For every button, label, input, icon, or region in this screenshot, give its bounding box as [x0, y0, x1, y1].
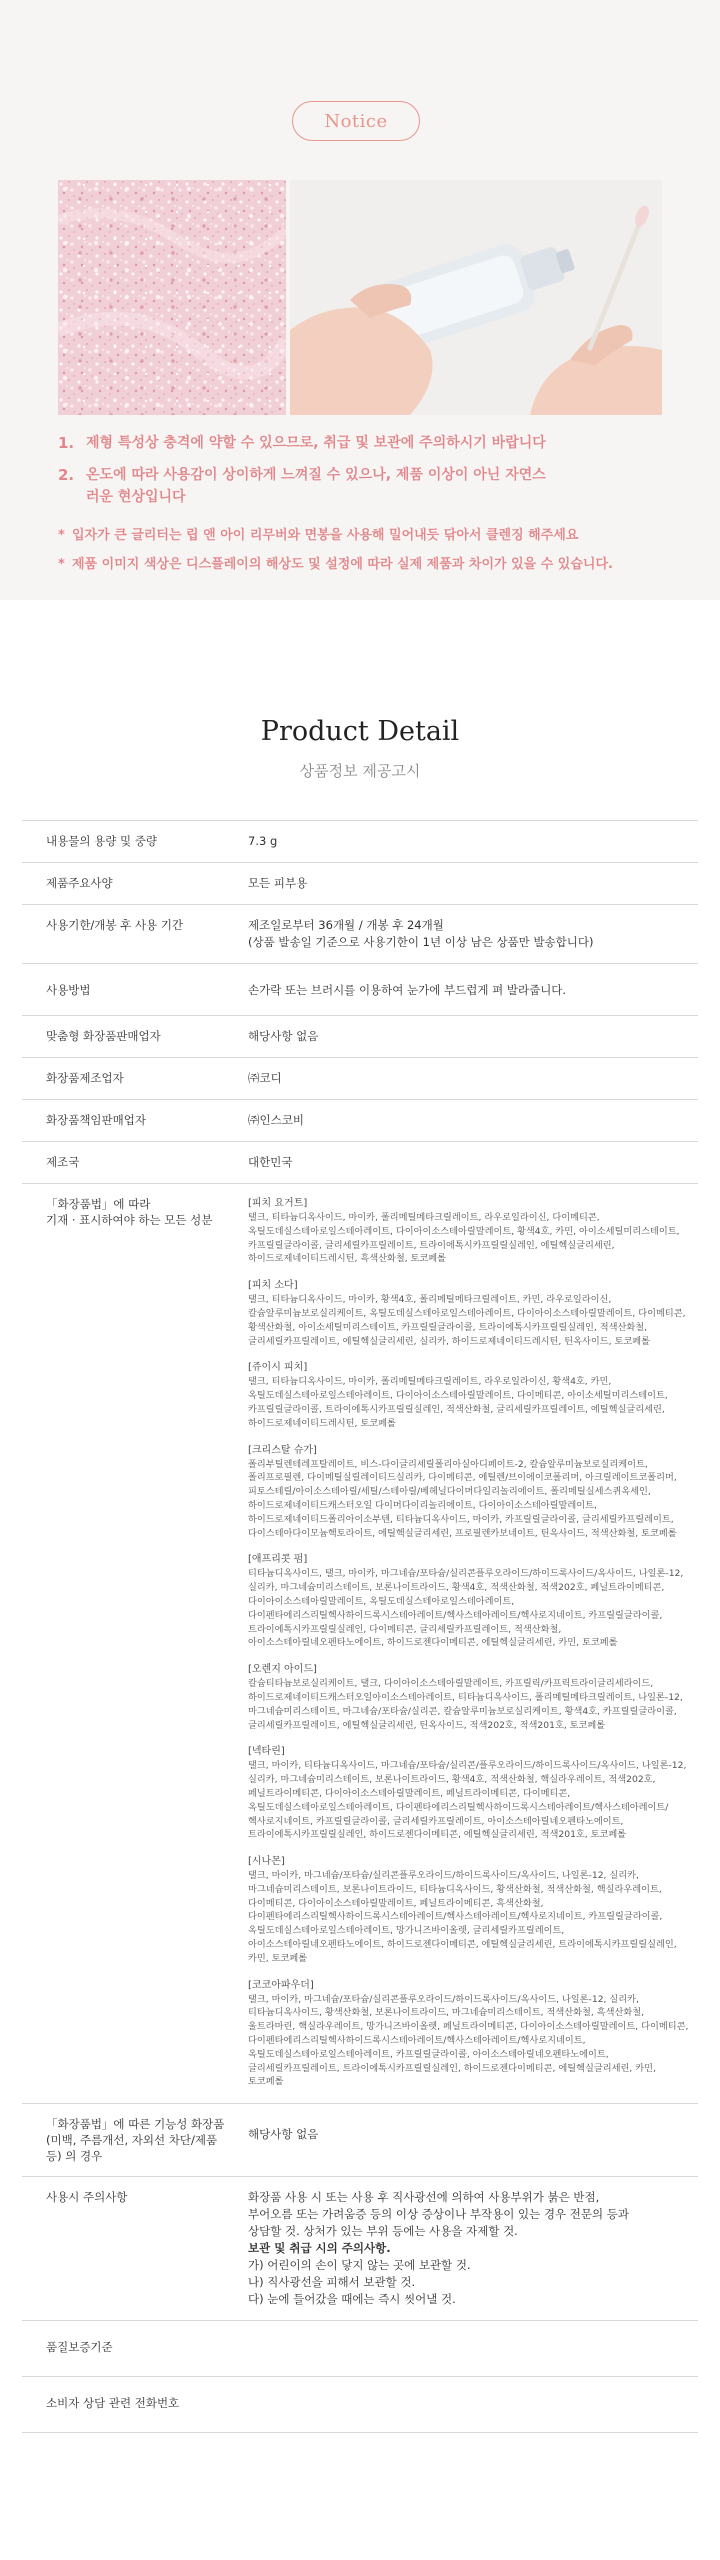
notice-text: 온도에 따라 사용감이 상이하게 느껴질 수 있으나, 제품 이상이 아닌 자연스러운 현상입니다 — [86, 467, 546, 505]
ingredients-label-line: 기재 · 표시하여야 하는 모든 성분 — [46, 1213, 213, 1227]
table-row — [22, 905, 698, 964]
ingredient-group — [248, 1978, 692, 2090]
ingredient-group — [248, 1443, 692, 1541]
table-row — [22, 2377, 698, 2433]
hands-remover-cottonswab-illustration — [290, 180, 662, 415]
row-value: ㈜인스코비 — [248, 1113, 304, 1127]
cleansing-photo — [290, 180, 662, 415]
caution-line: 상담할 것. 상처가 있는 부위 등에는 사용을 자제할 것. — [248, 2224, 518, 2239]
ingredient-group — [248, 1360, 692, 1430]
ingredient-group — [248, 1552, 692, 1650]
product-detail-title: Product Detail — [260, 716, 460, 747]
row-label — [22, 1184, 240, 2103]
row-value: ㈜코디 — [248, 1071, 282, 1085]
notice-number: 2. — [58, 466, 75, 484]
row-label: 사용기한/개봉 후 사용 기간 — [46, 918, 184, 932]
ingredient-group — [248, 1744, 692, 1842]
ingredient-text: 티타늄디옥사이드, 탤크, 마이카, 마그네슘/포타슘/실리콘플루오라이드/하이드록사이드/옥사이드, 나일론-12, 실리카, 마그네슘미리스테이트, 보론나이트라이드, 황색4호, 적색산화철, 적색202호, 페닐트라이메티콘, 다이아이소스테아릴말레이트, 옥틸도데실스테아로일스테아레이트, 다이펜타에리스리틸헥사하이드록시스테아레이트/헥사스테아레이트/헥사로지네이트, 카프릴릴글라이콜, 트라이에톡시카프릴릴실레인, 다이메티콘, 글리세릴카프릴레이트, 적색산화철, 아이소스테아릴네오펜타노에이트, 하이드로젠다이메티콘, 에틸헥실글리세린, 카민, 토코페롤 — [248, 1568, 684, 1649]
ingredients-list — [240, 1184, 698, 2103]
notice-star-item — [58, 555, 698, 575]
table-row — [22, 1058, 698, 1100]
ingredient-shade-name: [코코아파우더] — [248, 1979, 314, 1991]
ingredient-text: 탤크, 마이카, 마그네슘/포타슘/실리콘플루오라이드/하이드록사이드/옥사이드, 나일론-12, 실리카, 마그네슘미리스테이트, 보론나이트라이드, 티타늄디옥사이드, 황색산화철, 적색산화철, 핵실라우레이트, 다이메티콘, 다이아이소스테아릴말레이트, 페닐트라이메티콘, 흑색산화철, 다이펜타에리스리틸헥사하이드록시스테아레이트/헥사스테아레이트/헥사로지네이트, 카프릴릴글라이콜, 옥틸도데실스테아로일스테아레이트, 망가니즈바이올렛, 글리세릴카프릴레이트, 아이소스테아릴네오펜타노에이트, 하이드로젠다이메티콘, 에틸헥실글리세린, 트라이에톡시카프릴릴실레인, 카민, 토코페롤 — [248, 1870, 677, 1964]
row-value: 대한민국 — [248, 1155, 293, 1169]
row-value — [240, 905, 698, 963]
storage-line: 다) 눈에 들어갔을 때에는 즉시 씻어낼 것. — [248, 2292, 456, 2307]
asterisk: * — [58, 557, 65, 572]
row-label: 사용방법 — [46, 983, 91, 997]
storage-heading: 보관 및 취급 시의 주의사항. — [248, 2241, 391, 2256]
table-row — [22, 2177, 698, 2321]
ingredient-shade-name: [피치 요거트] — [248, 1198, 308, 1209]
ingredient-text: 탤크, 마이카, 티타늄디옥사이드, 마그네슘/포타슘/실리콘/플루오라이드/하이드록사이드/옥사이드, 나일론-12, 실리카, 마그네슘미리스테이트, 보론나이트라이드, 황색4호, 적색산화철, 핵실라우레이트, 적색202호, 페닐트라이메티콘, 다이아이소스테아릴말레이트, 페닐트라이메티콘, 다이메티콘, 옥틸도데실스테아로일스테아레이트, 다이펜타에리스리틸헥사하이드록시스테아레이트/헥사스테아레이트/헥사로지네이트, 카프릴릴글라이콜, 글리세릴카프릴레이트, 아이소스테아릴네오펜타노에이트, 트라이에톡시카프릴릴실레인, 하이드로젠다이메티콘, 에틸헥실글리세린, 적색201호, 토코페롤 — [248, 1760, 687, 1841]
ingredient-shade-name: [피치 소다] — [248, 1280, 298, 1292]
table-row — [22, 1142, 698, 1184]
notice-star-text: 입자가 큰 글리터는 립 앤 아이 리무버와 면봉을 사용해 밀어내듯 닦아서 클렌징 해주세요 — [72, 528, 579, 543]
caution-line: 부어오름 또는 가려움증 등의 이상 증상이나 부작용이 있는 경우 전문의 등과 — [248, 2207, 629, 2222]
row-value: 7.3 g — [248, 834, 278, 848]
table-row — [22, 2104, 698, 2177]
ingredient-shade-name: [넥타린] — [248, 1746, 285, 1758]
row-value — [240, 2377, 698, 2432]
notice-text: 제형 특성상 충격에 약할 수 있으므로, 취급 및 보관에 주의하시기 바랍니다 — [86, 435, 546, 451]
row-value: 해당사항 없음 — [248, 1029, 319, 1043]
table-row-ingredients — [22, 1184, 698, 2104]
ingredients-label-line: 「화장품법」에 따라 — [46, 1197, 151, 1211]
row-label: 「화장품법」에 따른 기능성 화장품 (미백, 주름개선, 자외선 차단/제품 등) 의 경우 — [46, 2117, 225, 2164]
ingredient-text: 탤크, 티타늄디옥사이드, 마이카, 폴리메틸메타크릴레이트, 라우로일라이신, 황색4호, 카민, 옥틸도데실스테아로일스테아레이트, 다이아이소스테아릴말레이트, 다이메티콘, 아이소세틸미리스테이트, 카프릴릴글라이콜, 트라이에톡시카프릴릴실레인, 적색산화철, 글리세릴카프릴레이트, 에틸헥실글리세린, 하이드로제네이티드레시틴, 토코페롤 — [248, 1376, 668, 1429]
expiry-note: (상품 발송일 기준으로 사용기한이 1년 이상 남은 상품만 발송합니다) — [248, 935, 594, 949]
product-detail-subtitle: 상품정보 제공고시 — [299, 762, 421, 780]
ingredient-shade-name: [쥬이시 피치] — [248, 1362, 308, 1374]
expiry-line: 제조일로부터 36개월 / 개봉 후 24개월 — [248, 918, 444, 932]
row-label: 화장품제조업자 — [46, 1071, 124, 1085]
notice-star-item — [58, 526, 698, 546]
notice-item — [58, 464, 558, 508]
row-label: 소비자 상담 관련 전화번호 — [46, 2396, 180, 2411]
ingredient-group — [248, 1662, 692, 1732]
notice-item — [58, 432, 698, 454]
asterisk: * — [58, 528, 65, 543]
table-row — [22, 821, 698, 863]
row-label: 제조국 — [46, 1155, 80, 1169]
ingredient-text: 탤크, 티타늄디옥사이드, 마이카, 폴리메틸메타크릴레이트, 라우로일라이신, 다이메티콘, 옥틸도데실스테아로일스테아레이트, 다이아이소스테아릴말레이트, 황색4호, 카민, 아이소세틸미리스테이트, 카프릴릴글라이콜, 글리세릴카프릴레이트, 트라이에톡시카프릴릴실레인, 에틸헥실글리세린, 하이드로제네이티드레시틴, 흑색산화철, 토코페롤 — [248, 1212, 680, 1265]
notice-list — [58, 432, 698, 584]
table-row — [22, 1100, 698, 1142]
glitter-texture-photo — [58, 180, 286, 415]
ingredient-text: 탤크, 마이카, 마그네슘/포타슘/실리콘플루오라이드/하이드록사이드/옥사이드, 나일론-12, 실리카, 티타늄디옥사이드, 황색산화철, 보론나이트라이드, 마그네슘미리스테이트, 적색산화철, 흑색산화철, 울트라마린, 핵실라우레이트, 망가니즈바이올렛, 페닐트라이메티콘, 다이아이소스테아릴말레이트, 다이메티콘, 다이펜타에리스리틸헥사하이드록시스테아레이트/헥사스테아레이트/헥사로지네이트, 옥틸도데실스테아로일스테아레이트, 카프릴릴글라이콜, 아이소스테아릴네오펜타노에이트, 글리세릴카프릴레이트, 트라이에톡시카프릴릴실레인, 하이드로젠다이메티콘, 에틸헥실글리세린, 카민, 토코페롤 — [248, 1993, 689, 2088]
ingredient-text: 폴리부틸렌테레프탈레이트, 비스-다이글리세릴폴리아실아디페이트-2, 칼슘알루미늄보로실리케이트, 폴리프로필렌, 다이메틸실릴레이티드실리카, 다이메티콘, 에틸렌/브이에이코폴리머, 아크릴레이트코폴리머, 피토스테릴/아이소스테아릴/세틸/스테아릴/베헤닐다이머다일리놀리에이트, 폴리메틸실세스퀴옥세인, 하이드로제네이티드캐스터오일 다이머다이리놀리에이트, 다이아이소스테아릴말레이트, 하이드로제네이티드폴리아이소부텐, 티타늄디옥사이드, 마이카, 카프릴릴글라이콜, 글리세릴카프릴레이트, 다이스테아다이모늄헥토라이트, 에틸헥실글리세린, 프로필렌카보네이트, 틴옥사이드, 적색산화철, 토코페롤 — [248, 1458, 677, 1539]
row-value: 모든 피부용 — [248, 876, 308, 890]
row-label: 사용시 주의사항 — [46, 2190, 128, 2205]
table-row — [22, 2321, 698, 2377]
row-label: 품질보증기준 — [46, 2340, 113, 2355]
notice-star-text: 제품 이미지 색상은 디스플레이의 해상도 및 설정에 따라 실제 제품과 차이가 있을 수 있습니다. — [72, 557, 613, 572]
row-value: 해당사항 없음 — [248, 2127, 319, 2142]
glitter-texture-illustration — [58, 180, 286, 415]
caution-line: 화장품 사용 시 또는 사용 후 직사광선에 의하여 사용부위가 붉은 반점, — [248, 2190, 600, 2205]
notice-badge: Notice — [292, 101, 420, 141]
row-label: 제품주요사양 — [46, 876, 113, 890]
table-row — [22, 863, 698, 905]
row-value: 손가락 또는 브러시를 이용하여 눈가에 부드럽게 펴 발라줍니다. — [248, 983, 567, 997]
row-label: 맞춤형 화장품판매업자 — [46, 1029, 161, 1043]
ingredient-shade-name: [시나몬] — [248, 1856, 285, 1868]
row-value — [240, 2177, 698, 2320]
row-label: 내용물의 용량 및 중량 — [46, 834, 157, 848]
notice-section — [0, 0, 720, 600]
spec-table — [22, 820, 698, 2433]
storage-line: 나) 직사광선을 피해서 보관할 것. — [248, 2275, 416, 2290]
ingredient-text: 칼슘티타늄보로실리케이트, 탤크, 다이아이소스테아릴말레이트, 카프릴릭/카프릭트라이글리세라이드, 하이드로제네이티드캐스터오일아이소스테아레이트, 티타늄디옥사이드, 폴리메틸메타크릴레이트, 나일론-12, 마그네슘미리스테이트, 마그네슘/포타슘/실리콘, 칼슘알루미늄보로실리케이트, 황색4호, 카프릴릴글라이콜, 글리세릴카프릴레이트, 에틸헥실글리세린, 틴옥사이드, 적색202호, 적색201호, 토코페롤 — [248, 1678, 683, 1731]
ingredient-shade-name: [애프리콧 펌] — [248, 1554, 308, 1566]
row-value — [240, 2321, 698, 2376]
ingredient-group — [248, 1854, 692, 1966]
table-row — [22, 1016, 698, 1058]
ingredient-shade-name: [크리스탈 슈가] — [248, 1444, 317, 1456]
table-row — [22, 964, 698, 1016]
ingredient-group — [248, 1278, 692, 1348]
storage-line: 가) 어린이의 손이 닿지 않는 곳에 보관할 것. — [248, 2258, 471, 2273]
row-label: 화장품책임판매업자 — [46, 1113, 146, 1127]
notice-number: 1. — [58, 434, 75, 452]
ingredient-group — [248, 1196, 692, 1266]
ingredient-shade-name: [오렌지 아이드] — [248, 1664, 317, 1676]
ingredient-text: 탤크, 티타늄디옥사이드, 마이카, 황색4호, 폴리메틸메타크릴레이트, 카민, 라우로일라이신, 칼슘알루미늄보로실리케이트, 옥틸도데실스테아로일스테아레이트, 다이아이소스테아릴말레이트, 다이메티콘, 황색산화철, 아이소세틸미리스테이트, 카프릴릴글라이콜, 트라이에톡시카프릴릴실레인, 적색산화철, 글리세릴카프릴레이트, 에틸헥실글리세린, 실리카, 하이드로제네이티드레시틴, 틴옥사이드, 토코페롤 — [248, 1294, 686, 1347]
